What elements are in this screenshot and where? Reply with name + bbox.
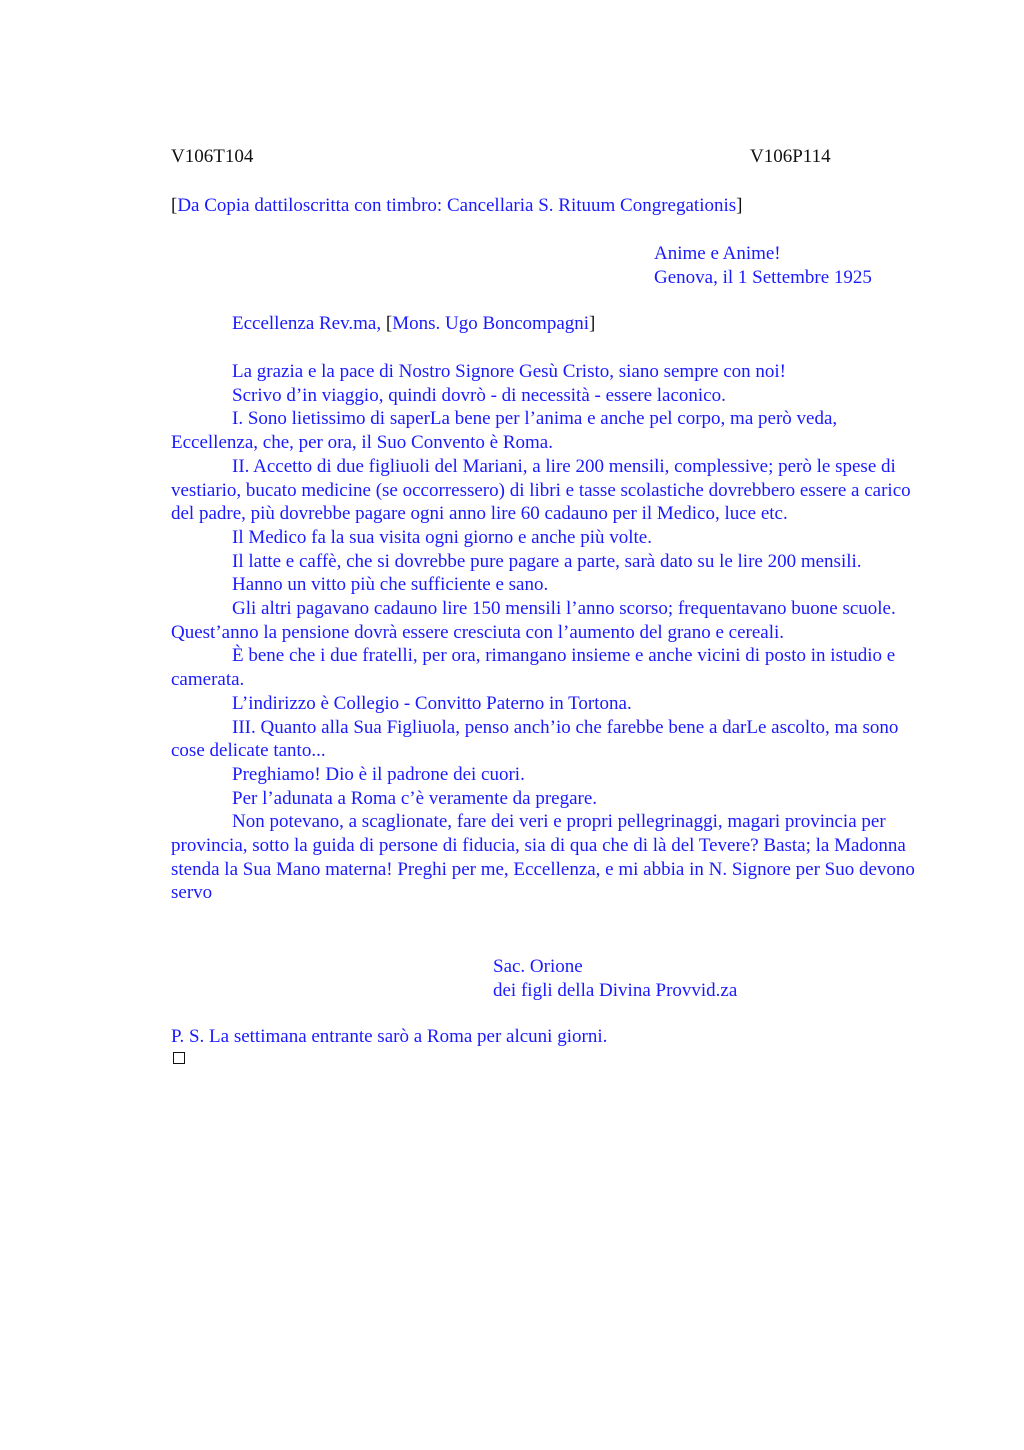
salutation-close-bracket: ] <box>589 313 596 334</box>
postscript: P. S. La settimana entrante sarò a Roma per alcuni giorni. <box>171 1026 608 1047</box>
letter-heading <box>654 242 872 290</box>
letter-place-date: Genova, il 1 Settembre 1925 <box>654 267 872 288</box>
source-text: Da Copia dattiloscritta con timbro: Cancellaria S. Rituum Congregationis <box>177 195 737 216</box>
document-code-left: V106T104 <box>171 146 254 167</box>
paragraph: È bene che i due fratelli, per ora, rimangano insieme e anche vicini di posto in istudio e camerata. <box>171 645 896 691</box>
paragraph: II. Accetto di due figliuoli del Mariani, a lire 200 mensili, complessive; però le spese di vestiario, bucato medicine (se occorressero) di libri e tasse scolastiche dovrebbero essere a carico del padre, più dovrebbe pagare ogni anno lire 60 cadauno per il Medico, luce etc. <box>171 455 911 525</box>
signature-name: Sac. Orione <box>493 956 583 977</box>
paragraph: Gli altri pagavano cadauno lire 150 mensili l’anno scorso; frequentavano buone scuole. Quest’anno la pensione dovrà essere cresciuta con l’aumento del grano e cereali. <box>171 598 896 643</box>
source-close-bracket: ] <box>736 195 743 216</box>
paragraph: I. Sono lietissimo di saperLa bene per l’anima e anche pel corpo, ma però veda, Eccellenza, che, per ora, il Suo Convento è Roma. <box>171 408 838 454</box>
paragraph: III. Quanto alla Sua Figliuola, penso anch’io che farebbe bene a darLe ascolto, ma sono cose delicate tanto... <box>171 716 899 762</box>
salutation-greeting: Eccellenza Rev.ma, <box>232 313 386 334</box>
letter-motto: Anime e Anime! <box>654 243 781 264</box>
paragraph: Per l’adunata a Roma c’è veramente da pregare. <box>232 787 598 809</box>
salutation-recipient: Mons. Ugo Boncompagni <box>392 313 590 334</box>
paragraph: Non potevano, a scaglionate, fare dei veri e propri pellegrinaggi, magari provincia per provincia, sotto la guida di persone di fiducia, sia di qua che di là del Tevere? Basta; la Madonna stenda la Sua Mano materna! Preghi per me, Eccellenza, e mi abbia in N. Signore per Suo devono servo <box>171 811 915 904</box>
source-open-bracket: [ <box>171 195 178 216</box>
paragraph: Preghiamo! Dio è il padrone dei cuori. <box>232 763 525 785</box>
paragraph: Il Medico fa la sua visita ogni giorno e anche più volte. <box>232 526 652 548</box>
source-note <box>171 195 742 217</box>
paragraph: L’indirizzo è Collegio - Convitto Paterno in Tortona. <box>232 692 632 714</box>
end-square-icon <box>173 1052 185 1064</box>
paragraph: Scrivo d’in viaggio, quindi dovrò - di necessità - essere laconico. <box>232 384 726 406</box>
signature <box>493 955 737 1003</box>
salutation <box>232 313 595 335</box>
signature-congregation: dei figli della Divina Provvid.za <box>493 980 738 1001</box>
paragraph: Hanno un vitto più che sufficiente e sano. <box>232 574 549 596</box>
document-code-right: V106P114 <box>750 146 831 167</box>
salutation-open-bracket: [ <box>385 313 393 334</box>
paragraph: Il latte e caffè, che si dovrebbe pure pagare a parte, sarà dato su le lire 200 mensili. <box>232 550 862 572</box>
paragraph: La grazia e la pace di Nostro Signore Gesù Cristo, siano sempre con noi! <box>232 361 787 382</box>
letter-body <box>171 360 923 905</box>
